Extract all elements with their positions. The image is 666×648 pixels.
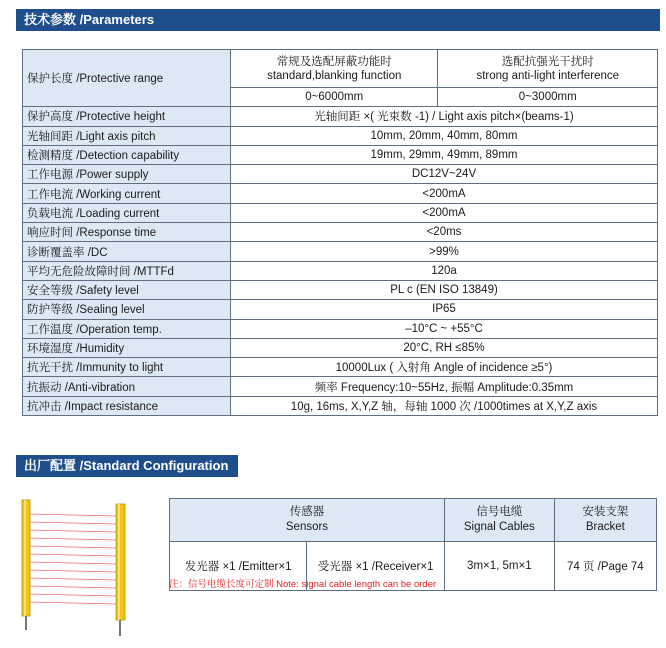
param-label: 防护等级 /Sealing level (23, 300, 231, 319)
param-value: 频率 Frequency:10~55Hz, 振幅 Amplitude:0.35mm (231, 377, 658, 396)
param-label: 环境湿度 /Humidity (23, 338, 231, 357)
table-row (23, 203, 658, 222)
table-row (23, 396, 658, 415)
param-label: 抗振动 /Anti-vibration (23, 377, 231, 396)
param-value: >99% (231, 242, 658, 261)
param-value: DC12V~24V (231, 165, 658, 184)
cables-header (444, 499, 554, 542)
cable-length-note: 注：信号电缆长度可定制 Note: signal cable length can be order (169, 579, 437, 590)
param-value: <200mA (231, 184, 658, 203)
standard-mode-en: standard,blanking function (267, 69, 402, 82)
table-row (23, 358, 658, 377)
sensors-header-en: Sensors (285, 521, 329, 533)
light-curtain-illustration (14, 496, 144, 640)
anti-light-range-value: 0~3000mm (438, 88, 658, 107)
anti-light-mode-en: strong anti-light interference (476, 69, 620, 82)
standard-range-value: 0~6000mm (231, 88, 438, 107)
bracket-cell: 74 页 /Page 74 (554, 542, 656, 591)
param-value: 120a (231, 261, 658, 280)
param-label: 响应时间 /Response time (23, 223, 231, 242)
param-label: 检测精度 /Detection capability (23, 145, 231, 164)
beam-lines (28, 514, 118, 604)
anti-light-mode-cn: 选配抗强光干扰时 (501, 55, 594, 68)
table-row (23, 377, 658, 396)
param-value: 10mm, 20mm, 40mm, 80mm (231, 126, 658, 145)
param-label: 工作电流 /Working current (23, 184, 231, 203)
table-row (23, 126, 658, 145)
param-value: 光轴间距 ×( 光束数 -1) / Light axis pitch×(beams-1) (231, 107, 658, 126)
param-label: 光轴间距 /Light axis pitch (23, 126, 231, 145)
param-label: 诊断覆盖率 /DC (23, 242, 231, 261)
table-row (23, 145, 658, 164)
param-value: –10°C ~ +55°C (231, 319, 658, 338)
param-value: IP65 (231, 300, 658, 319)
param-value: <20ms (231, 223, 658, 242)
param-label: 工作温度 /Operation temp. (23, 319, 231, 338)
configuration-section-header: 出厂配置 /Standard Configuration (16, 455, 238, 477)
emitter-cell: 发光器 ×1 /Emitter×1 (170, 542, 307, 591)
param-value: 20°C, RH ≤85% (231, 338, 658, 357)
protective-range-label: 保护长度 /Protective range (23, 50, 231, 107)
anti-light-mode-header (438, 50, 658, 88)
parameters-section-header: 技术参数 /Parameters (16, 9, 660, 31)
table-row (23, 300, 658, 319)
table-row (23, 107, 658, 126)
sensors-header-cn: 传感器 (289, 506, 325, 518)
cables-header-en: Signal Cables (463, 521, 535, 533)
param-value: <200mA (231, 203, 658, 222)
standard-mode-header (231, 50, 438, 88)
param-value: 10000Lux ( 入射角 Angle of incidence ≥5°) (231, 358, 658, 377)
bracket-header-cn: 安装支架 (582, 506, 629, 518)
cables-header-cn: 信号电缆 (476, 506, 523, 518)
table-row (23, 165, 658, 184)
table-row (170, 499, 657, 542)
param-value: 19mm, 29mm, 49mm, 89mm (231, 145, 658, 164)
standard-mode-cn: 常规及选配屏蔽功能时 (276, 55, 392, 68)
cables-cell: 3m×1, 5m×1 (444, 542, 554, 591)
param-value: PL c (EN ISO 13849) (231, 280, 658, 299)
bracket-header-en: Bracket (585, 521, 625, 533)
param-label: 抗冲击 /Impact resistance (23, 396, 231, 415)
param-label: 抗光干扰 /Immunity to light (23, 358, 231, 377)
bracket-header (554, 499, 656, 542)
receiver-bar (116, 504, 125, 636)
table-row (23, 50, 658, 88)
table-row (23, 319, 658, 338)
receiver-cell: 受光器 ×1 /Receiver×1 (307, 542, 445, 591)
sensors-header (170, 499, 445, 542)
table-row (23, 223, 658, 242)
table-row (23, 338, 658, 357)
param-label: 工作电源 /Power supply (23, 165, 231, 184)
table-row (23, 242, 658, 261)
emitter-bar (22, 500, 30, 630)
param-label: 负载电流 /Loading current (23, 203, 231, 222)
param-label: 安全等级 /Safety level (23, 280, 231, 299)
param-value: 10g, 16ms, X,Y,Z 轴，每轴 1000 次 /1000times at X,Y,Z axis (231, 396, 658, 415)
param-label: 平均无危险故障时间 /MTTFd (23, 261, 231, 280)
table-row (23, 280, 658, 299)
table-row (23, 184, 658, 203)
param-label: 保护高度 /Protective height (23, 107, 231, 126)
table-row (23, 261, 658, 280)
parameters-table (22, 49, 658, 416)
